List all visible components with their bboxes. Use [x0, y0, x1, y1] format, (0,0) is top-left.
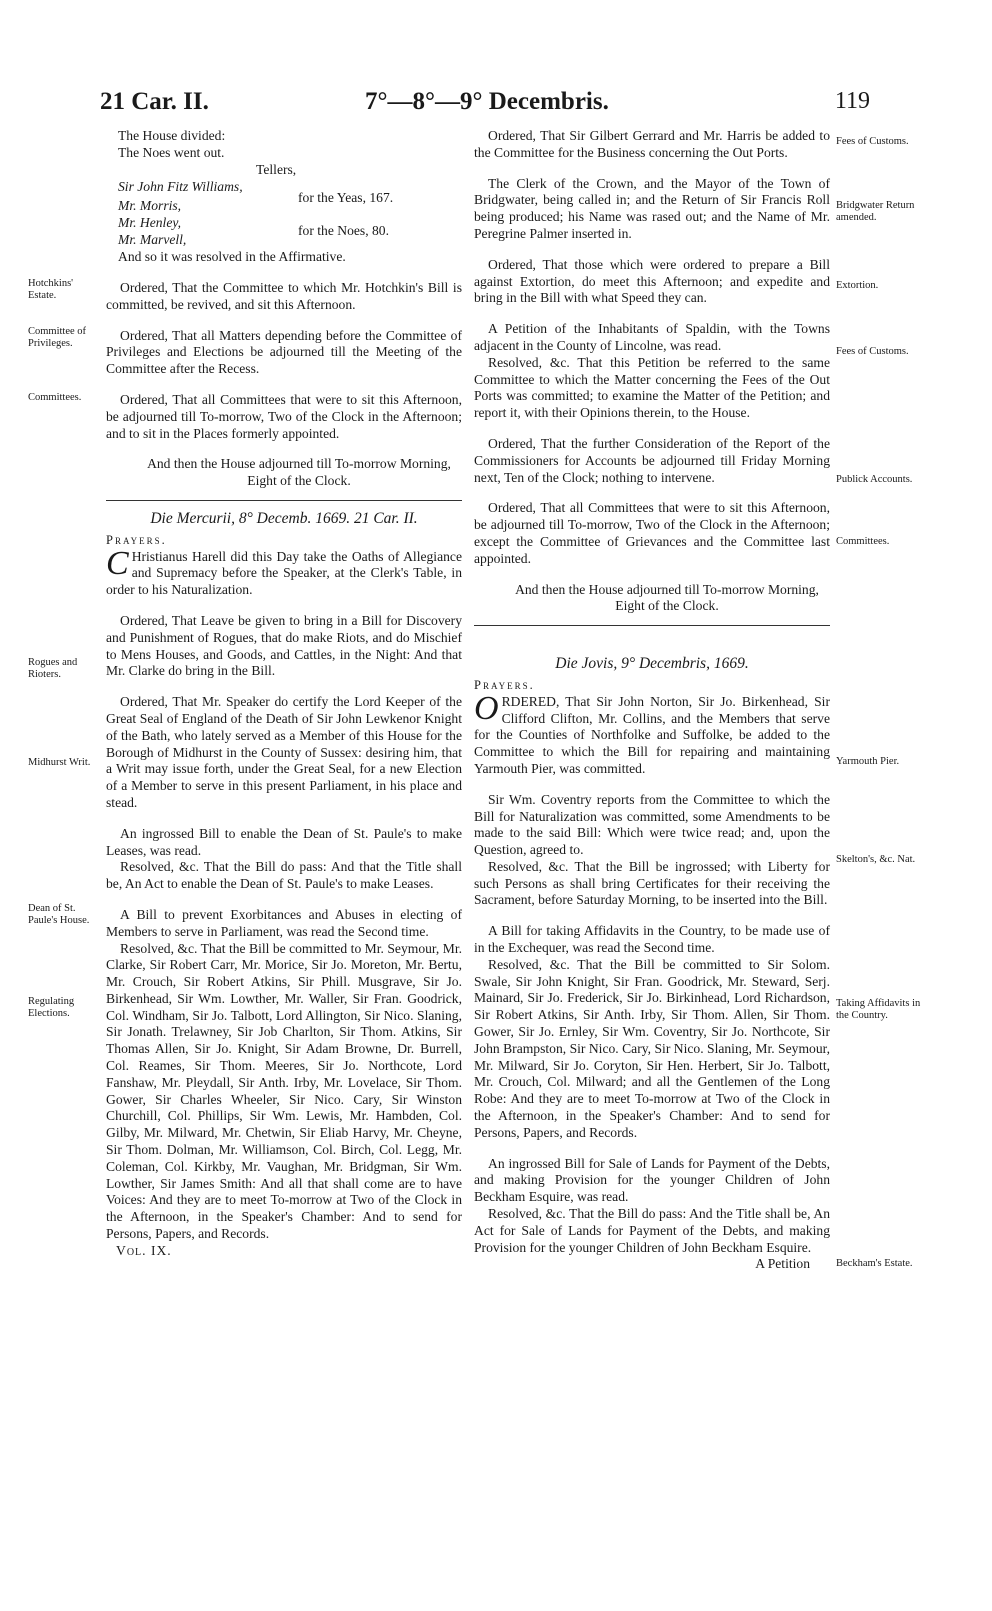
drop-cap: C [106, 544, 129, 582]
margin-note: Publick Accounts. [836, 474, 913, 485]
paragraph: Ordered, That Mr. Speaker do certify the Lord Keeper of the Great Seal of England of the Death of Sir John Lewkenor Knight of the Bath, who lately served as a Member of this House for the Borough of Midhurst in the County of Sussex: desiring him, that a Writ may issue forth, under the Great Seal, for a new Election of a Member to serve in this present Parliament, in his place and stead. [106, 694, 462, 810]
paragraph: Resolved, &c. That the Bill be committed to Sir Solom. Swale, Sir John Knight, Sir Fran. Goodrick, Mr. Steward, Serj. Mainard, Sir Jo. Frederick, Sir Jo. Birkinhead, Lord Richardson, Sir Robert Atkins, Sir Anth. Irby, Sir Thom. Allen, Sir Thom. Gower, Sir Jo. Ernley, Sir Wm. Coventry, Sir Jo. Northcote, Sir John Brampston, Sir Nico. Cary, Sir Nico. Slaning, Mr. Seymour, Mr. Milward, Sir Jo. Coryton, Sir Hen. Herbert, Sir Jo. Talbott, Mr. Crouch, Col. Milward; and all the Gentlemen of the Long Robe: And they are to meet To-morrow at Two of the Clock in the Afternoon, in the Speaker's Chamber: And to send for Persons, Papers, and Records. [474, 956, 830, 1140]
paragraph: C Hristianus Harell did this Day take the Oaths of Allegiance and Supremacy before the Speaker, at the Clerk's Table, in order to his Naturalization. [106, 544, 462, 598]
paragraph: A Bill to prevent Exorbitances and Abuses in electing of Members to serve in Parliament, was read the Second time. [106, 906, 462, 939]
margin-note: Yarmouth Pier. [836, 756, 900, 767]
paragraph: An ingrossed Bill for Sale of Lands for Payment of the Debts, and making Provision for the younger Children of John Beckham Esquire, was read. [474, 1155, 830, 1205]
paragraph: Ordered, That all Matters depending before the Committee of Privileges and Elections be adjourned till the Meeting of the Committee after the Recess. [106, 327, 462, 377]
margin-note: Midhurst Writ. [28, 757, 91, 768]
page-header [100, 88, 870, 126]
volume-mark: Vol. IX. [116, 1242, 172, 1258]
paragraph: Resolved, &c. That the Bill do pass: And the Title shall be, An Act for Sale of Lands for Payment of the Debts, and making Provision for the younger Children of John Beckham Esquire. [474, 1206, 830, 1255]
margin-note: Fees of Customs. [836, 136, 909, 147]
adjournment-note: And then the House adjourned till To-morrow Morning, Eight of the Clock. [515, 581, 819, 614]
margin-note: Dean of St. Paule's House. [28, 903, 90, 926]
margin-note: Fees of Customs. [836, 346, 909, 357]
paragraph: Ordered, That those which were ordered to prepare a Bill against Extortion, do meet this Afternoon; and expedite and bring in the Bill with what Speed they can. [474, 256, 830, 306]
margin-note: Skelton's, &c. Nat. [836, 854, 916, 865]
left-column [106, 128, 462, 1260]
paragraph: Resolved, &c. That the Bill be committed to Mr. Seymour, Mr. Clarke, Sir Robert Carr, Mr. Morice, Sir Jo. Moreton, Mr. Bertu, Mr. Crouch, Sir Robert Atkins, Sir Phill. Musgrave, Sir Jo. Birkenhead, Sir Wm. Lowther, Mr. Waller, Sir Fran. Goodrick, Col. Windham, Sir Jo. Talbott, Lord Allington, Sir Nico. Slaning, Sir Jonath. Trelawney, Sir Job Charlton, Sir Thom. Atkins, Sir Thomas Allen, Sir Jo. Knight, Sir Adam Browne, Dr. Burrell, Col. Reames, Sir Thom. Meeres, Sir Jo. Northcote, Lord Fanshaw, Mr. Pleydall, Sir Anth. Irby, Mr. Lovelace, Sir Thom. Gower, Sir Charles Wheeler, Sir Nico. Cary, Sir Winston Churchill, Col. Phillips, Sir Wm. Lewis, Mr. Hambden, Col. Gilby, Mr. Milward, Mr. Chetwin, Sir Eliab Harvy, Mr. Cheyne, Sir Thom. Dolman, Mr. Williamson, Col. Birch, Col. Legg, Mr. Coleman, Col. Kirkby, Mr. Vaughan, Mr. Bridgman, Sir Wm. Lowther, Sir James Smith: And all that shall come are to have Voices: And they are to meet To-morrow at Two of the Clock in the Afternoon, in the Speaker's Chamber: And to send for Persons, Papers, and Records. [106, 940, 462, 1242]
paragraph: The Clerk of the Crown, and the Mayor of the Town of Bridgwater, being called in; and the Return of Sir Francis Roll being produced; his Name was rased out; and the Name of Mr. Peregrine Palmer inserted in. [474, 175, 830, 241]
paragraph: Resolved, &c. That this Petition be referred to the same Committee to which the Matter concerning the Fees of the Out Ports was committed; to examine the Matter of the Petition; and report it, with their Opinions therein, to the House. [474, 354, 830, 421]
drop-cap: O [474, 689, 499, 727]
paragraph: A Bill for taking Affidavits in the Country, to be made use of in the Exchequer, was read the Second time. [474, 923, 830, 956]
margin-note: Rogues and Rioters. [28, 657, 78, 680]
margin-note: Taking Affidavits in the Country. [836, 998, 921, 1021]
margin-note: Committee of Privileges. [28, 326, 87, 349]
paragraph: Ordered, That all Committees that were to sit this Afternoon, be adjourned till To-morrow, Two of the Clock in the Afternoon; except the Committee of Grievances and the Committee last appointed. [474, 500, 830, 566]
prayers-label: Prayers. [474, 677, 535, 692]
paragraph: Ordered, That the Committee to which Mr. Hotchkin's Bill is committed, be revived, and sit this Afternoon. [106, 280, 462, 312]
paragraph: Ordered, That all Committees that were to sit this Afternoon, be adjourned till To-morrow, Two of the Clock in the Afternoon; and to sit in the Places formerly appointed. [106, 391, 462, 441]
section-divider [474, 625, 830, 626]
paragraph: Ordered, That Leave be given to bring in a Bill for Discovery and Punishment of Rogues, that do make Riots, and do Mischief to Mens Houses, and Goods, and Cattles, in the Night: And that Mr. Clarke do bring in the Bill. [106, 612, 462, 679]
paragraph: Resolved, &c. That the Bill do pass: And that the Title shall be, An Act to enable the Dean of St. Paule's to make Leases. [106, 859, 462, 892]
paragraph: An ingrossed Bill to enable the Dean of St. Paule's to make Leases, was read. [106, 825, 462, 858]
margin-note: Bridgwater Return amended. [836, 200, 915, 223]
margin-note: Hotchkins' Estate. [28, 278, 74, 301]
paragraph: A Petition of the Inhabitants of Spaldin, with the Towns adjacent in the County of Lincolne, was read. [474, 321, 830, 353]
margin-note: Committees. [28, 392, 82, 403]
right-column [474, 128, 830, 1273]
regnal-year: 21 Car. II. [100, 88, 209, 115]
margin-note: Committees. [836, 536, 890, 547]
catchword: A Petition [755, 1256, 810, 1272]
adjournment-note: And then the House adjourned till To-morrow Morning, Eight of the Clock. [147, 456, 451, 489]
prayers-label: Prayers. [106, 532, 167, 547]
margin-note: Extortion. [836, 280, 879, 291]
page-number: 119 [834, 88, 870, 114]
paragraph: ORDERED, That Sir John Norton, Sir Jo. Birkenhead, Sir Clifford Clifton, Mr. Collins, and the Members that serve for the Counties of Northfolke and Suffolke, be added to the Committee to which the Bill for repairing and maintaining Yarmouth Pier, was committed. [474, 689, 830, 776]
date-heading: 7°—8°—9° Decembris. [365, 88, 609, 115]
margin-note: Regulating Elections. [28, 996, 75, 1019]
paragraph: Resolved, &c. That the Bill be ingrossed; with Liberty for such Persons as shall bring Certificates for their receiving the Sacrament, before Saturday Morning, to be inserted into the Bill. [474, 858, 830, 908]
margin-note: Beckham's Estate. [836, 1258, 913, 1269]
day-heading: Die Jovis, 9° Decembris, 1669. [555, 655, 749, 673]
paragraph: Ordered, That the further Consideration of the Report of the Commissioners for Accounts be adjourned till Friday Morning next, Ten of the Clock; nothing to intervene. [474, 435, 830, 485]
paragraph: Sir Wm. Coventry reports from the Committee to which the Bill for Naturalization was committed, some Amendments to be made to the said Bill: Which were twice read; and, upon the Question, agreed to. [474, 791, 830, 858]
paragraph: Ordered, That Sir Gilbert Gerrard and Mr. Harris be added to the Committee for the Business concerning the Out Ports. [474, 128, 830, 160]
tellers-detail: Mr. Morris, for the Yeas, 167. Mr. Henley, Mr. Marvell, for the Noes, 80. And so it was resolved in the Affirmative. [118, 190, 394, 264]
division-tellers: The House divided: The Noes went out. Tellers, Sir John Fitz Williams, [118, 128, 297, 194]
day-heading: Die Mercurii, 8° Decemb. 1669. 21 Car. II. [150, 509, 418, 527]
section-divider [106, 500, 462, 501]
